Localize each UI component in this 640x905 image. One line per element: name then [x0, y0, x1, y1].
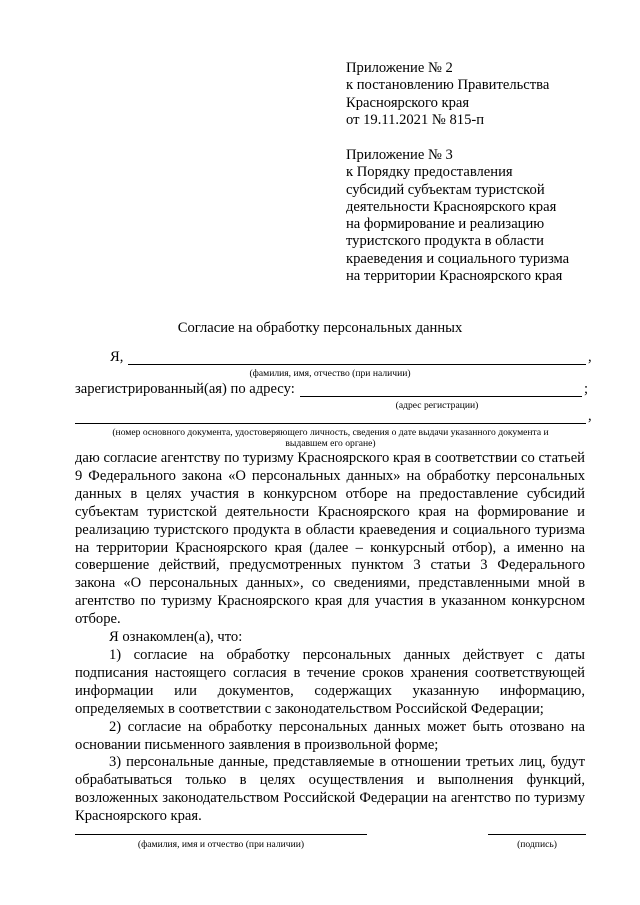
full-name-field[interactable] [128, 364, 586, 365]
appendix-2-line: к постановлению Правительства [346, 77, 550, 94]
signature-caption: (подпись) [517, 839, 557, 850]
appendix-3-header [346, 147, 569, 285]
appendix-3-line: деятельности Красноярского края [346, 198, 557, 215]
acknowledgement-item-1: 1) согласие на обработку персональных данных действует с даты подписания настоящего согласия в течение сроков хранения соответствующей информации или документов, содержащих указанную информацию, определяемых в соответствии с законодательством Российской Федерации; [75, 646, 585, 717]
document-caption-line: (номер основного документа, удостоверяющего личность, сведения о дате выдачи указанного документа и [112, 427, 549, 438]
acknowledgement-intro: Я ознакомлен(а), что: [109, 629, 243, 646]
appendix-2-line: от 19.11.2021 № 815-п [346, 111, 485, 128]
appendix-2-header [346, 60, 549, 129]
appendix-3-line: на формирование и реализацию [346, 216, 545, 233]
document-title: Согласие на обработку персональных данных [177, 320, 463, 336]
document-caption [75, 427, 586, 449]
appendix-2-line: Красноярского края [346, 94, 470, 111]
name-line-end: , [588, 349, 592, 365]
i-label: Я, [110, 349, 124, 365]
consent-paragraph: даю согласие агентству по туризму Красноярского края в соответствии со статьей 9 Федерального закона «О персональных данных» на обработку персональных данных в целях участия в конкурсном отборе на предоставление субсидий субъектам туристской деятельности Красноярского края на формирование и реализацию туристского продукта в области краеведения и социального туризма на территории Красноярского края (далее – конкурсный отбор), а именно на совершение действий, предусмотренных пунктом 3 статьи 3 Федерального закона «О персональных данных», со сведениями, представленными мной в агентство по туризму Красноярского края для участия в указанном конкурсном отборе. [75, 450, 585, 628]
document-line-end: , [588, 408, 592, 424]
address-caption: (адрес регистрации) [395, 400, 479, 411]
appendix-3-line: субсидий субъектам туристской [346, 181, 545, 198]
acknowledgement-item-3: 3) персональные данные, представляемые в отношении третьих лиц, будут обрабатываться только в целях осуществления и выполнения функций, возложенных законодательством Российской Федерации на агентство по туризму Красноярского края. [75, 754, 585, 825]
registered-label: зарегистрированный(ая) по адресу: [75, 381, 295, 397]
name-caption: (фамилия, имя, отчество (при наличии) [249, 368, 411, 379]
address-field[interactable] [300, 396, 582, 397]
appendix-3-line: краеведения и социального туризма [346, 250, 570, 267]
appendix-3-line: к Порядку предоставления [346, 164, 513, 181]
consent-body [75, 450, 585, 826]
appendix-3-line: на территории Красноярского края [346, 268, 563, 285]
appendix-3-line: туристского продукта в области [346, 233, 544, 250]
signer-name-field[interactable] [75, 834, 367, 835]
address-line-end: ; [584, 381, 589, 397]
signer-name-caption: (фамилия, имя и отчество (при наличии) [137, 839, 305, 850]
acknowledgement-item-2: 2) согласие на обработку персональных данных может быть отозвано на основании письменного заявления в произвольной форме; [75, 718, 585, 753]
document-caption-line: выдавшем его органе) [285, 438, 376, 449]
appendix-3-line: Приложение № 3 [346, 147, 453, 163]
identity-document-field[interactable] [75, 423, 586, 424]
appendix-2-line: Приложение № 2 [346, 60, 453, 76]
signature-field[interactable] [488, 834, 586, 835]
